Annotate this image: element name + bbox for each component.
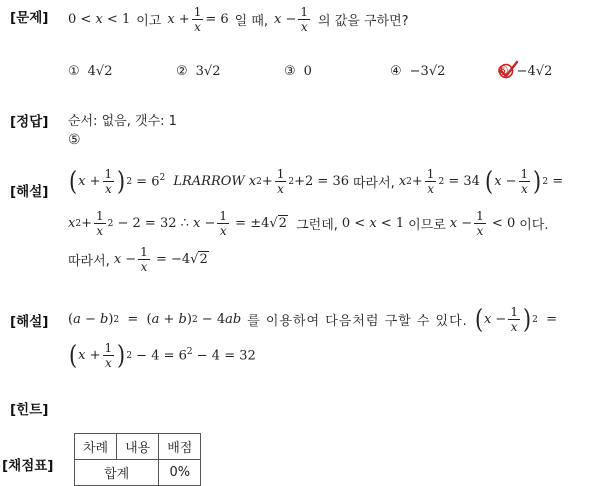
explanation-1-line-2: x 2 + $\frac{1}{x}$ 2 − 2 = 32 ∴ x − $\frac{1}{x}$ = ±4√2 그런데, 0 < x < 1 이므로 x − $\frac{1}{x}$ < 0 이다. (68, 209, 549, 238)
problem-label: [문제] (10, 10, 49, 26)
header-order: 차례 (75, 434, 117, 460)
therefore-text: 따라서, (353, 176, 395, 191)
explanation-1-line-1: ( x + $\frac{1}{x}$ ) 2 = $6^2$ LRARROW x 2 + $\frac{1}{x}$ 2 +2 = 36 따라서, x 2 + $\frac{1}{x}$ 2 = 34 ( x − $\frac{1}{x}$ ) 2 = (69, 166, 564, 197)
answer-label: [정답] (10, 114, 49, 130)
check-mark-icon (497, 60, 519, 80)
answer-line-1: 순서: 없음, 갯수: 1 (68, 114, 177, 129)
table-total-row (75, 460, 201, 486)
header-points: 배점 (159, 434, 201, 460)
eq-34: = 34 (448, 174, 480, 189)
scoring-label: [채점표] (2, 458, 54, 474)
ida-text: 이다. (519, 218, 549, 233)
problem-when-text: 일 때, (234, 14, 269, 29)
total-label: 합계 (75, 460, 159, 486)
explanation-2-line-1: ( a − b ) 2 = ( a + b ) 2 − 4 ab 를 이용하여 다음처럼 구할 수 있다. ( x − $\frac{1}{x}$ ) 2 = (68, 304, 558, 335)
eq-36: = 36 (317, 174, 349, 189)
answer-line-2: ⑤ (68, 132, 81, 148)
therefore-text-2: 따라서, (68, 254, 110, 269)
scoring-table (74, 433, 201, 486)
choice-2[interactable]: ② 3√2 (176, 64, 221, 79)
header-content: 내용 (117, 434, 159, 460)
choice-4[interactable]: ④ −3√2 (390, 64, 446, 79)
explanation-label-1: [해설] (10, 184, 49, 200)
lrarrow-text: LRARROW (173, 174, 245, 189)
problem-ask-text: 의 값을 구하면? (318, 14, 409, 29)
explanation-2-line-2: ( x + $\frac{1}{x}$ ) 2 − $4 = 6^2 - 4 = 32$ (69, 340, 256, 371)
hint-label: [힌트] (10, 402, 49, 418)
explanation-1-line-3: 따라서, x − $\frac{1}{x}$ = −4√2 (68, 245, 208, 274)
table-header-row (75, 434, 201, 460)
problem-statement: 0 < x < 1 이고 x + $\frac{1}{x}$ = 6 일 때, x − $\frac{1}{x}$ 의 값을 구하면? (68, 5, 409, 34)
geunde-text: 그런데, (296, 218, 338, 233)
choice-5[interactable]: ⑤ −4√2 (497, 64, 553, 79)
choice-3[interactable]: ③ 0 (284, 64, 312, 79)
problem-cond-text: 이고 (136, 14, 162, 29)
explanation-label-2: [해설] (10, 314, 49, 330)
total-value: 0% (159, 460, 201, 486)
exp2-text: 를 이용하여 다음처럼 구할 수 있다. (247, 314, 468, 329)
imeuro-text: 이므로 (408, 218, 446, 233)
choice-1[interactable]: ① 4√2 (68, 64, 113, 79)
